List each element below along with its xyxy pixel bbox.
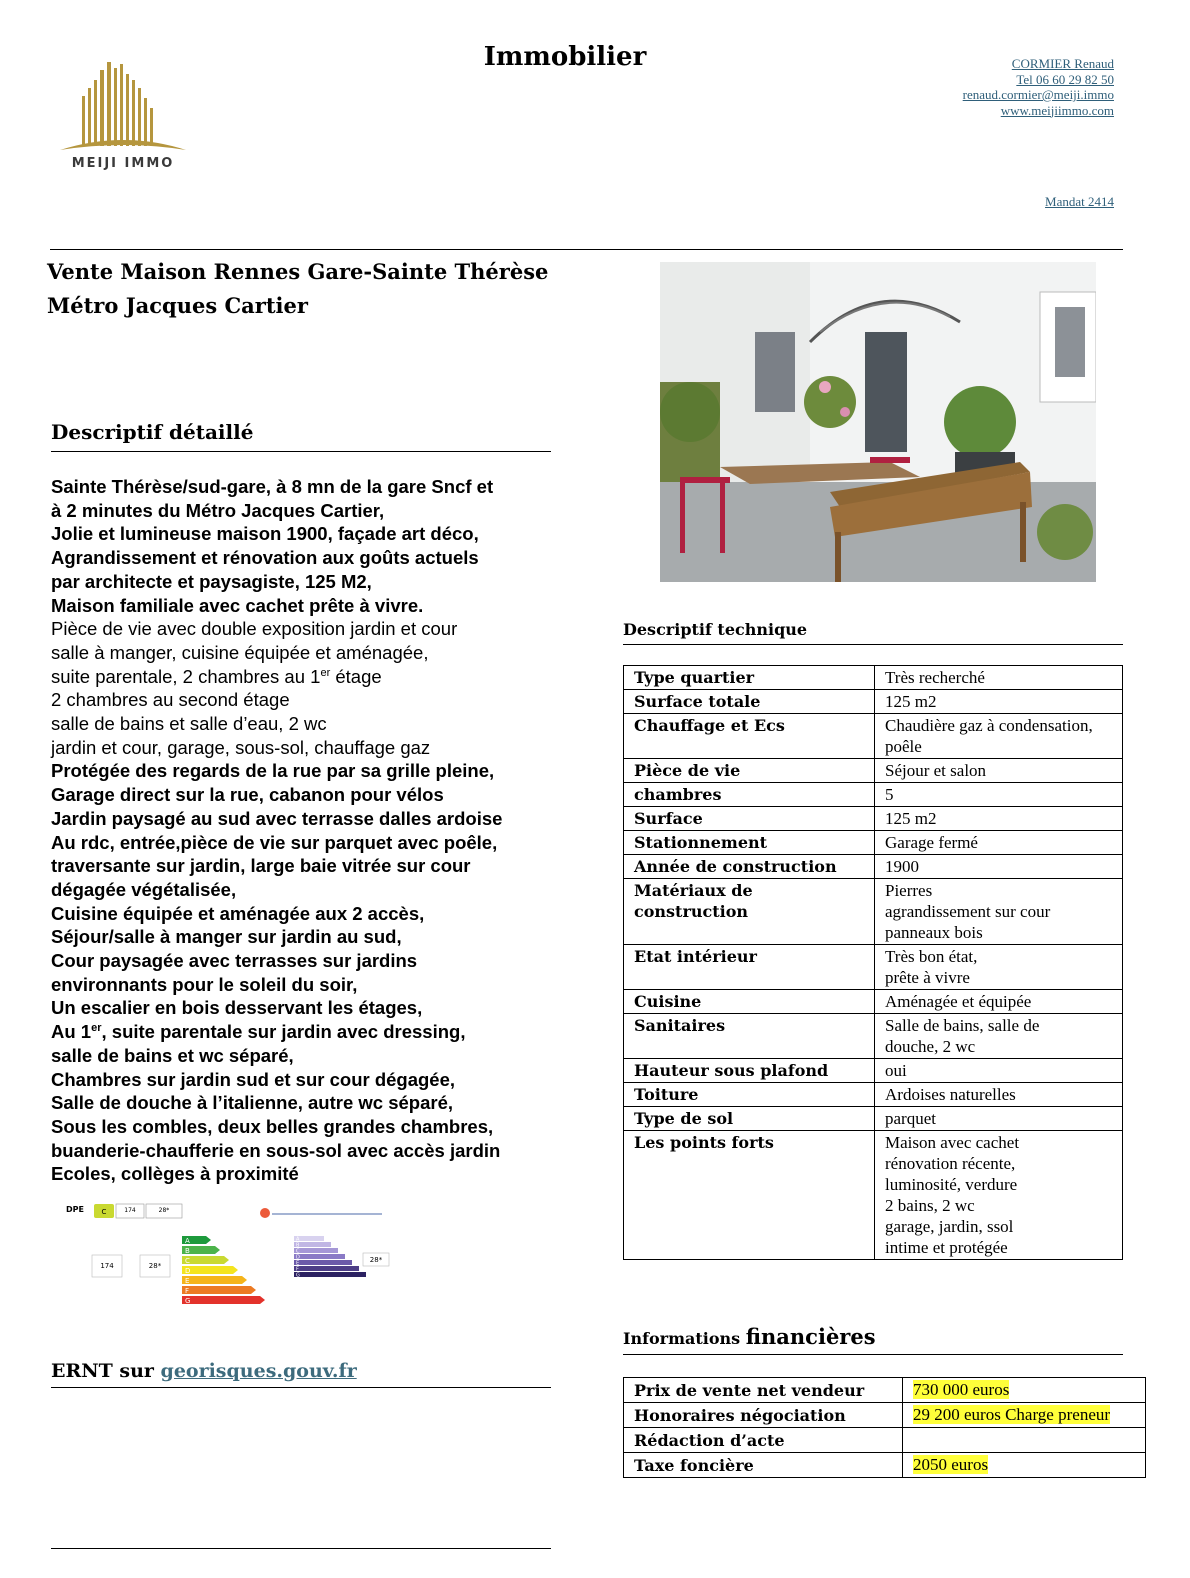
description-line: Cuisine équipée et aménagée aux 2 accès, [51, 902, 425, 924]
dpe-ges-letter: C [296, 1248, 300, 1255]
contact-phone[interactable]: Tel 06 60 29 82 50 [1016, 71, 1114, 87]
section-title-finance [623, 1324, 876, 1349]
row-label: Chauffage et Ecs [624, 714, 875, 759]
row-value: 5 [875, 783, 1123, 807]
description-line: Chambres sur jardin sud et sur cour dégagée, [51, 1068, 456, 1090]
dpe-ges-letter: A [296, 1236, 300, 1243]
dpe-energy-letter: E [185, 1277, 190, 1285]
heading-line: Métro Jacques Cartier [47, 293, 308, 318]
dpe-chart [60, 1200, 390, 1340]
logo-text: MEIJI IMMO [71, 156, 175, 171]
dpe-graphic [60, 1200, 390, 1340]
dpe-energy-bar [182, 1296, 265, 1304]
description-line: suite parentale, 2 chambres au 1er étage [51, 665, 382, 687]
row-label: Cuisine [624, 990, 875, 1014]
row-label: Type quartier [624, 666, 875, 690]
description-line: Un escalier en bois desservant les étages, [51, 997, 423, 1019]
description-line: Sainte Thérèse/sud-gare, à 8 mn de la gare Sncf et [51, 476, 494, 497]
technical-table [623, 665, 1123, 1260]
table-row [624, 855, 1123, 879]
dpe-ges-letter: F [296, 1266, 299, 1273]
description-line: dégagée végétalisée, [51, 878, 237, 900]
description-line: Jolie et lumineuse maison 1900, façade art déco, [51, 523, 479, 545]
description-line: Sous les combles, deux belles grandes chambres, [51, 1115, 494, 1137]
row-label: Les points forts [624, 1131, 875, 1260]
row-label: Rédaction d’acte [624, 1428, 903, 1453]
table-row [624, 666, 1123, 690]
table-row [624, 1131, 1123, 1260]
description-line: Séjour/salle à manger sur jardin au sud, [51, 926, 402, 948]
row-label: Prix de vente net vendeur [624, 1378, 903, 1403]
table-row [624, 1453, 1146, 1478]
dpe-ges-marker: 28* [369, 1256, 383, 1264]
dpe-energy-letter: F [185, 1287, 190, 1295]
dpe-energy-letter: C [185, 1257, 190, 1265]
dpe-ges-bar [294, 1248, 338, 1253]
row-value: Salle de bains, salle de douche, 2 wc [875, 1014, 1123, 1059]
page-title: Immobilier [483, 42, 647, 72]
contact-name[interactable]: CORMIER Renaud [1011, 56, 1114, 71]
dpe-energy-letter: A [185, 1237, 190, 1245]
table-row [624, 945, 1123, 990]
description-line: Jardin paysagé au sud avec terrasse dalles ardoise [51, 807, 503, 829]
description-line: Pièce de vie avec double exposition jardin et cour [51, 618, 458, 640]
row-label: chambres [624, 783, 875, 807]
table-row [624, 690, 1123, 714]
description-line: salle de bains et salle d’eau, 2 wc [51, 713, 327, 735]
dpe-ges-bar [294, 1260, 352, 1265]
dpe-ges-letter: D [296, 1254, 300, 1261]
row-value: 730 000 euros [903, 1378, 1146, 1403]
description-line: Au rdc, entrée,pièce de vie sur parquet avec poêle, [51, 831, 498, 853]
table-row [624, 990, 1123, 1014]
dpe-energy-letter: D [185, 1267, 191, 1275]
house-photo [660, 262, 1096, 582]
description-line: Garage direct sur la rue, cabanon pour vélos [51, 784, 444, 806]
description-line: Cour paysagée avec terrasses sur jardins [51, 950, 418, 972]
description-line: Protégée des regards de la rue par sa grille pleine, [51, 760, 495, 782]
divider [51, 1548, 551, 1549]
contact-website[interactable]: www.meijiimmo.com [1000, 102, 1114, 118]
row-value: Très bon état, prête à vivre [875, 945, 1123, 990]
dpe-ges-bar [294, 1272, 366, 1277]
row-label: Toiture [624, 1083, 875, 1107]
dpe-ges-top: 28* [158, 1207, 170, 1214]
row-label: Surface totale [624, 690, 875, 714]
table-row [624, 1428, 1146, 1453]
description-line: environnants pour le soleil du soir, [51, 973, 358, 995]
description-line: traversante sur jardin, large baie vitrée sur cour [51, 855, 471, 877]
table-row [624, 759, 1123, 783]
dpe-label: DPE [66, 1205, 84, 1214]
dpe-ges-letter: B [296, 1242, 300, 1249]
table-row [624, 1107, 1123, 1131]
georisques-link[interactable]: georisques.gouv.fr [160, 1360, 357, 1382]
row-value [903, 1428, 1146, 1453]
row-value: 1900 [875, 855, 1123, 879]
description-line: salle à manger, cuisine équipée et aménagée, [51, 641, 429, 663]
row-label: Surface [624, 807, 875, 831]
contact-block [963, 56, 1114, 118]
row-label: Hauteur sous plafond [624, 1059, 875, 1083]
description-line: 2 chambres au second étage [51, 689, 290, 711]
mandat-number[interactable]: Mandat 2414 [1045, 194, 1114, 209]
listing-heading [47, 255, 607, 323]
table-row [624, 879, 1123, 945]
description-line: buanderie-chaufferie en sous-sol avec accès jardin [51, 1139, 501, 1161]
description-text [51, 475, 571, 1186]
table-row [624, 1403, 1146, 1428]
heading-line: Vente Maison Rennes Gare-Sainte Thérèse [47, 259, 549, 284]
table-row [624, 1378, 1146, 1403]
row-label: Etat intérieur [624, 945, 875, 990]
contact-email[interactable]: renaud.cormier@meiji.immo [962, 87, 1114, 102]
dpe-class: C [101, 1208, 107, 1216]
row-label: Année de construction [624, 855, 875, 879]
table-row [624, 1014, 1123, 1059]
row-value: parquet [875, 1107, 1123, 1131]
description-line: salle de bains et wc séparé, [51, 1044, 294, 1066]
row-value: Maison avec cachet rénovation récente, luminosité, verdure 2 bains, 2 wc garage, jardin, ssol intime et protégée [875, 1131, 1123, 1260]
row-value: Garage fermé [875, 831, 1123, 855]
dpe-energy-bar [182, 1266, 238, 1274]
dpe-energy-letter: B [185, 1247, 190, 1255]
dpe-ges-letter: E [296, 1260, 300, 1267]
row-value: Séjour et salon [875, 759, 1123, 783]
financial-table [623, 1377, 1146, 1478]
section-title-technique: Descriptif technique [623, 620, 808, 639]
table-row [624, 783, 1123, 807]
ernt-line [51, 1360, 357, 1382]
row-label: Pièce de vie [624, 759, 875, 783]
description-line: jardin et cour, garage, sous-sol, chauffage gaz [51, 736, 431, 758]
row-value: 125 m2 [875, 690, 1123, 714]
row-value: 29 200 euros Charge preneur [903, 1403, 1146, 1428]
row-label: Stationnement [624, 831, 875, 855]
description-line: Ecoles, collèges à proximité [51, 1163, 299, 1185]
divider [623, 1354, 1123, 1355]
table-row [624, 1083, 1123, 1107]
dpe-energy-letter: G [185, 1297, 191, 1305]
dpe-energy-top: 174 [124, 1207, 136, 1214]
finance-title-big: financières [745, 1324, 876, 1349]
dpe-ges-letter: G [296, 1272, 300, 1279]
dpe-energy-bar [182, 1276, 247, 1284]
divider [51, 1387, 551, 1388]
row-value: Très recherché [875, 666, 1123, 690]
row-label: Honoraires négociation [624, 1403, 903, 1428]
row-label: Taxe foncière [624, 1453, 903, 1478]
finance-title-small: Informations [623, 1329, 741, 1348]
row-value: Ardoises naturelles [875, 1083, 1123, 1107]
description-line: à 2 minutes du Métro Jacques Cartier, [51, 499, 385, 521]
divider [623, 644, 1123, 645]
ernt-prefix: ERNT sur [51, 1360, 161, 1382]
row-value: Chaudière gaz à condensation, poêle [875, 714, 1123, 759]
description-line: par architecte et paysagiste, 125 M2, [51, 570, 372, 592]
dpe-energy-bar [182, 1286, 256, 1294]
divider [50, 249, 1123, 250]
row-label: Type de sol [624, 1107, 875, 1131]
dpe-ges-bar [294, 1266, 359, 1271]
description-line: Maison familiale avec cachet prête à vivre. [51, 594, 424, 616]
dpe-ges-bar [294, 1254, 345, 1259]
section-title-descriptif: Descriptif détaillé [51, 420, 254, 444]
dpe-ges-bar [294, 1242, 331, 1247]
table-row [624, 1059, 1123, 1083]
row-value: 2050 euros [903, 1453, 1146, 1478]
description-line: Salle de douche à l’italienne, autre wc séparé, [51, 1092, 454, 1114]
row-label: Sanitaires [624, 1014, 875, 1059]
row-value: Pierres agrandissement sur cour panneaux bois [875, 879, 1123, 945]
table-row [624, 831, 1123, 855]
description-line: Agrandissement et rénovation aux goûts actuels [51, 547, 479, 569]
dpe-energy-value: 174 [100, 1262, 114, 1270]
row-label: Matériaux de construction [624, 879, 875, 945]
divider [51, 451, 551, 452]
row-value: oui [875, 1059, 1123, 1083]
table-row [624, 807, 1123, 831]
row-value: Aménagée et équipée [875, 990, 1123, 1014]
table-row [624, 714, 1123, 759]
row-value: 125 m2 [875, 807, 1123, 831]
dpe-ges-value: 28* [148, 1262, 162, 1270]
description-line: Au 1er, suite parentale sur jardin avec dressing, [51, 1021, 466, 1043]
